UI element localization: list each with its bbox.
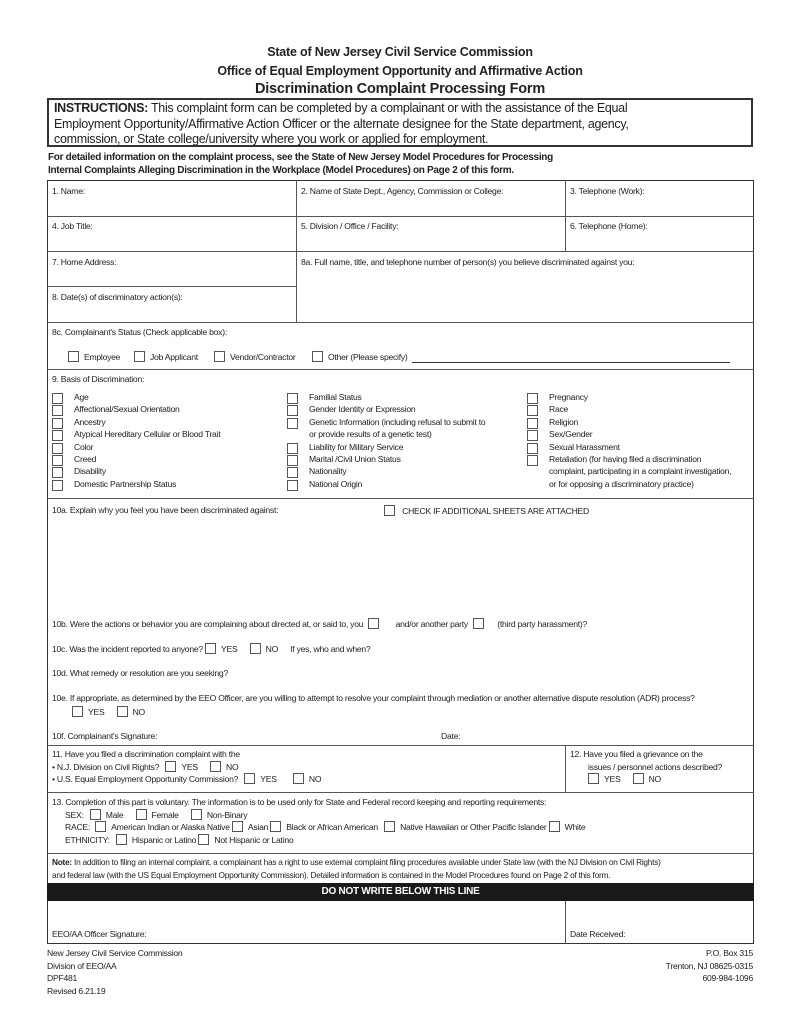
do-not-write-banner: DO NOT WRITE BELOW THIS LINE — [47, 883, 754, 901]
basis-checkbox[interactable] — [287, 467, 298, 478]
basis-checkbox[interactable] — [52, 418, 63, 429]
name-field[interactable]: 1. Name: — [52, 186, 85, 196]
basis-option: Nationality — [309, 466, 347, 477]
checkbox[interactable] — [270, 821, 281, 832]
checkbox[interactable] — [134, 351, 145, 362]
explain-label: 10a. Explain why you feel you have been discriminated against: — [52, 505, 279, 515]
basis-checkbox[interactable] — [527, 393, 538, 404]
checkbox[interactable] — [473, 618, 484, 629]
basis-option: Age — [74, 392, 89, 402]
basis-option: Retaliation (for having filed a discrimination — [549, 454, 702, 464]
instructions-label: INSTRUCTIONS: — [54, 101, 149, 115]
q13: 13. Completion of this part is voluntary. The information is to be used only for State and Federal record keeping and reporting requirements: SEX: Male Female Non-Binary RACE: American Indian or Alaska Native Asian Black or African American Native Hawaiian or Other Pacific Islander White ETHNICITY: Hispanic or Latino Not Hispanic or Latino — [52, 797, 586, 845]
basis-option: Creed — [74, 454, 97, 464]
agency-field[interactable]: 2. Name of State Dept., Agency, Commission or College: — [301, 186, 504, 196]
basis-checkbox[interactable] — [52, 393, 63, 404]
basis-checkbox[interactable] — [52, 467, 63, 478]
basis-checkbox[interactable] — [52, 455, 63, 466]
q10b: 10b. Were the actions or behavior you are complaining about directed at, or said to, you and/or another party (third party harassment)? — [52, 619, 588, 629]
accused-persons-field[interactable]: 8a. Full name, title, and telephone number of person(s) you believe discriminated against you: — [301, 257, 635, 267]
basis-option: complaint, participating in a complaint investigation, — [549, 466, 732, 477]
instructions-text: commission, or State college/university where you work or applied for employment. — [54, 132, 489, 146]
signature-date[interactable]: Date: — [441, 731, 461, 741]
checkbox[interactable] — [90, 809, 101, 820]
checkbox[interactable] — [68, 351, 79, 362]
form-title: Discrimination Complaint Processing Form — [254, 81, 546, 97]
basis-option: Genetic Information (including refusal to submit to — [309, 416, 486, 427]
ethnicity-options: ETHNICITY: Hispanic or Latino Not Hispanic or Latino — [65, 834, 294, 845]
basis-checkbox[interactable] — [52, 443, 63, 454]
footer-left: New Jersey Civil Service Commission Division of EEO/AA DPF481 Revised 6.21.19 — [47, 948, 183, 996]
officer-signature: EEO/AA Officer Signature: — [52, 929, 147, 939]
basis-checkbox[interactable] — [527, 405, 538, 416]
basis-option: Marital /Civil Union Status — [309, 454, 401, 464]
basis-label: 9. Basis of Discrimination: — [52, 374, 145, 384]
basis-option: Atypical Hereditary Cellular or Blood Trait — [74, 429, 221, 440]
q10d: 10d. What remedy or resolution are you seeking? — [52, 668, 228, 678]
basis-checkbox[interactable] — [527, 418, 538, 429]
basis-checkbox[interactable] — [287, 455, 298, 466]
note: Note: In addition to filing an internal complaint, a complainant has a right to use external complaint filing procedures available under State law (with the NJ Division on Civil Rights) and federal law (with the US Equal Employment Opportunity Commission). Detailed information is contained in the Model Procedures found on Page 2 of this form. — [52, 857, 661, 880]
basis-option: Sexual Harassment — [549, 441, 620, 452]
status-label: 8c. Complainant's Status (Check applicable box): — [52, 327, 227, 337]
header-line1: State of New Jersey Civil Service Commission — [267, 45, 533, 59]
checkbox[interactable] — [244, 773, 255, 784]
complainant-signature[interactable]: 10f. Complainant's Signature: — [52, 731, 158, 741]
basis-checkbox[interactable] — [52, 430, 63, 441]
basis-option: National Origin — [309, 478, 363, 489]
checkbox[interactable] — [72, 706, 83, 717]
sex-options: SEX: Male Female Non-Binary — [65, 809, 248, 820]
q12: 12. Have you filed a grievance on the issues / personnel actions described? YES NO — [570, 749, 723, 784]
basis-checkbox[interactable] — [527, 443, 538, 454]
basis-option: Sex/Gender — [549, 429, 593, 440]
checkbox[interactable] — [95, 821, 106, 832]
basis-option: Pregnancy — [549, 392, 588, 402]
q10c: 10c. Was the incident reported to anyone? YES NO If yes, who and when? — [52, 644, 371, 654]
checkbox[interactable] — [205, 643, 216, 654]
status-vendor[interactable]: Vendor/Contractor — [214, 351, 296, 362]
basis-checkbox[interactable] — [287, 418, 298, 429]
checkbox[interactable] — [549, 821, 560, 832]
footer-right: P.O. Box 315 Trenton, NJ 08625-0315 609-984-1096 — [665, 948, 753, 983]
home-address-field[interactable]: 7. Home Address: — [52, 257, 117, 267]
checkbox[interactable] — [384, 505, 395, 516]
q10e: 10e. If appropriate, as determined by the EEO Officer, are you willing to attempt to resolve your complaint through mediation or another alternative dispute resolution (ADR) process? — [52, 693, 695, 703]
checkbox[interactable] — [368, 618, 379, 629]
basis-option: Ancestry — [74, 416, 106, 427]
basis-option: Religion — [549, 416, 579, 427]
detail-note: For detailed information on the complaint process, see the State of New Jersey Model Procedures for Processing Internal Complaints Alleging Discrimination in the Workplace (Model Procedures) on Page 2 of this form. — [48, 152, 553, 176]
checkbox[interactable] — [165, 761, 176, 772]
dates-field[interactable]: 8. Date(s) of discriminatory action(s): — [52, 292, 183, 302]
checkbox[interactable] — [588, 773, 599, 784]
checkbox[interactable] — [293, 773, 304, 784]
basis-checkbox[interactable] — [527, 430, 538, 441]
basis-option: Disability — [74, 466, 106, 477]
basis-option: or for opposing a discriminatory practice) — [549, 478, 694, 489]
date-received: Date Received: — [570, 929, 626, 939]
checkbox[interactable] — [232, 821, 243, 832]
race-options: RACE: American Indian or Alaska Native Asian Black or African American Native Hawaiian or Other Pacific Islander White — [65, 822, 586, 832]
basis-option: Domestic Partnership Status — [74, 478, 177, 489]
basis-option: or provide results of a genetic test) — [309, 429, 432, 440]
sheets-checkbox[interactable]: CHECK IF ADDITIONAL SHEETS ARE ATTACHED — [384, 505, 589, 516]
basis-checkbox[interactable] — [527, 455, 538, 466]
status-other[interactable]: Other (Please specify) — [312, 351, 408, 362]
instructions-text: This complaint form can be completed by a complainant or with the assistance of the Equal — [150, 101, 628, 115]
q11: 11. Have you filed a discrimination complaint with the • N.J. Division on Civil Rights? YES NO • U.S. Equal Employment Opportunity Commission? YES NO — [52, 749, 322, 784]
q10e-options: YES NO — [72, 706, 145, 717]
instructions-text: Employment Opportunity/Affirmative Action Officer or the alternate designee for the State department, agency, — [54, 116, 629, 131]
basis-checkbox[interactable] — [52, 480, 63, 491]
work-phone-field[interactable]: 3. Telephone (Work): — [570, 186, 645, 196]
division-field[interactable]: 5. Division / Office / Facility: — [301, 221, 399, 231]
other-specify-line[interactable] — [412, 362, 730, 363]
checkbox[interactable] — [384, 821, 395, 832]
checkbox[interactable] — [312, 351, 323, 362]
checkbox[interactable] — [198, 834, 209, 845]
basis-checkbox[interactable] — [52, 405, 63, 416]
basis-option: Affectional/Sexual Orientation — [74, 404, 180, 415]
checkbox[interactable] — [136, 809, 147, 820]
header-line2: Office of Equal Employment Opportunity and Affirmative Action — [217, 64, 583, 78]
basis-option: Gender Identity or Expression — [309, 404, 416, 415]
checkbox[interactable] — [633, 773, 644, 784]
basis-option: Liability for Military Service — [309, 441, 404, 452]
instructions — [54, 101, 629, 148]
checkbox[interactable] — [116, 834, 127, 845]
basis-checkbox[interactable] — [287, 480, 298, 491]
checkbox[interactable] — [250, 643, 261, 654]
checkbox[interactable] — [191, 809, 202, 820]
status-job-applicant[interactable]: Job Applicant — [134, 351, 198, 362]
basis-checkbox[interactable] — [287, 443, 298, 454]
basis-option: Color — [74, 441, 94, 452]
checkbox[interactable] — [214, 351, 225, 362]
checkbox[interactable] — [117, 706, 128, 717]
checkbox[interactable] — [210, 761, 221, 772]
basis-option: Race — [549, 404, 569, 415]
home-phone-field[interactable]: 6. Telephone (Home): — [570, 221, 648, 231]
basis-checkbox[interactable] — [287, 393, 298, 404]
basis-checkbox[interactable] — [287, 405, 298, 416]
status-employee[interactable]: Employee — [68, 351, 120, 362]
basis-option: Familial Status — [309, 392, 362, 402]
job-title-field[interactable]: 4. Job Title: — [52, 221, 93, 231]
